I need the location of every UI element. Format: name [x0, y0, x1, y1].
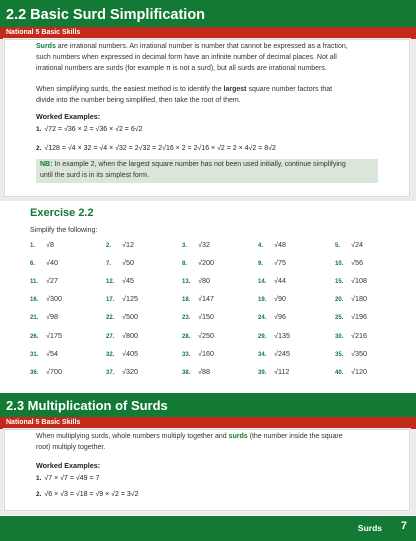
question-surd: √216: [351, 330, 367, 340]
exercise-question: [30, 312, 58, 321]
question-number: 18.: [182, 297, 191, 304]
worked-example-1: [36, 126, 142, 133]
question-surd: √45: [122, 276, 134, 286]
question-number: 5.: [335, 243, 341, 249]
question-number: 21.: [30, 315, 39, 322]
exercise-question: [182, 367, 210, 376]
section-subtitle-2: National 5 Basic Skills: [0, 417, 416, 429]
question-surd: √700: [46, 366, 62, 376]
question-surd: √800: [122, 330, 138, 340]
exercise-title: Exercise 2.2: [30, 207, 94, 219]
exercise-question: [258, 331, 290, 340]
exercise-question: [258, 258, 286, 267]
question-surd: √40: [46, 258, 58, 268]
exercise-question: [335, 276, 367, 285]
exercise-question: [106, 276, 134, 285]
question-number: 7.: [106, 261, 112, 268]
question-number: 9.: [258, 261, 264, 268]
exercise-question: [182, 240, 210, 249]
question-number: 12.: [106, 279, 115, 286]
example-number: 2.: [36, 145, 42, 152]
worked-examples-label: Worked Examples:: [36, 112, 101, 121]
exercise-question-grid: [30, 240, 400, 385]
section-title-2: 2.3 Multiplication of Surds: [0, 393, 416, 417]
question-surd: √32: [198, 240, 210, 249]
question-surd: √12: [122, 240, 134, 249]
question-surd: √180: [351, 294, 367, 304]
page-number: 7: [400, 520, 407, 532]
exercise-question: [106, 312, 138, 321]
question-surd: √245: [274, 348, 290, 358]
question-surd: √88: [198, 366, 210, 376]
multiplication-text-b: (the number inside the square: [249, 433, 343, 440]
intro-line-1: [36, 41, 410, 52]
question-number: 2.: [106, 243, 112, 249]
exercise-question: [258, 276, 286, 285]
multiplication-example-1: [36, 475, 99, 482]
exercise-question: [106, 258, 134, 267]
exercise-question: [182, 294, 214, 303]
multiplication-paragraph: [36, 431, 410, 453]
question-surd: √160: [198, 348, 214, 358]
question-number: 1.: [30, 243, 36, 249]
exercise-question: [182, 276, 210, 285]
keyword-surds: Surds: [36, 43, 56, 50]
multiplication-line-2: root) multiply together.: [36, 444, 106, 451]
question-surd: √200: [198, 258, 214, 268]
exercise-question: [258, 312, 286, 321]
question-number: 16.: [30, 297, 39, 304]
exercise-question: [258, 294, 286, 303]
question-surd: √350: [351, 348, 367, 358]
question-number: 31.: [30, 351, 39, 358]
example-number: 2.: [36, 491, 42, 498]
multiplication-line-1: [36, 431, 410, 442]
intro-line-2: such numbers when expressed in decimal form have an infinite number of decimal places. Not all: [36, 54, 337, 61]
note-line-2: until the surd is in its simplest form.: [40, 171, 149, 179]
exercise-question: [258, 240, 286, 249]
question-surd: √24: [351, 240, 363, 249]
exercise-question: [335, 367, 367, 376]
question-number: 10.: [335, 261, 344, 268]
exercise-question: [106, 349, 138, 358]
note-label: NB:: [40, 161, 53, 168]
exercise-question: [182, 258, 214, 267]
intro-paragraph-1: [36, 41, 410, 74]
method-line-1: [36, 84, 410, 95]
question-number: 15.: [335, 279, 344, 286]
exercise-question: [258, 367, 289, 376]
question-number: 39.: [258, 369, 267, 376]
exercise-question: [106, 331, 138, 340]
keyword-largest: largest: [223, 86, 247, 93]
question-surd: √56: [351, 258, 363, 268]
worked-examples-label-2: Worked Examples:: [36, 461, 101, 470]
exercise-question: [30, 349, 58, 358]
exercise-question: [335, 331, 367, 340]
exercise-question: [335, 349, 367, 358]
exercise-question: [335, 240, 363, 249]
worked-example-2: [36, 145, 276, 152]
question-surd: √96: [274, 312, 286, 322]
question-surd: √90: [274, 294, 286, 304]
question-surd: √108: [351, 276, 367, 286]
example-expression: √6 × √3 = √18 = √9 × √2 = 3√2: [44, 491, 139, 498]
question-surd: √112: [274, 366, 290, 376]
note-text: In example 2, when the largest square number has not been used initially, continue simplifying: [54, 161, 346, 168]
example-number: 1.: [36, 126, 42, 133]
exercise-question: [182, 312, 214, 321]
exercise-question: [30, 276, 58, 285]
exercise-question: [30, 258, 58, 267]
question-number: 35.: [335, 351, 344, 358]
question-surd: √300: [46, 294, 62, 304]
note-line-1: [40, 160, 374, 171]
question-surd: √175: [46, 330, 62, 340]
question-number: 26.: [30, 333, 39, 340]
question-surd: √75: [274, 258, 286, 268]
question-number: 37.: [106, 369, 115, 376]
example-expression: √7 × √7 = √49 = 7: [44, 475, 100, 482]
exercise-question: [335, 294, 367, 303]
intro-paragraph-2: [36, 84, 410, 106]
method-text-a: When simplifying surds, the easiest method is to identify the: [36, 86, 222, 93]
question-surd: √250: [198, 330, 214, 340]
question-number: 24.: [258, 315, 267, 322]
question-number: 34.: [258, 351, 267, 358]
question-surd: √405: [122, 348, 138, 358]
question-surd: √120: [351, 366, 367, 376]
question-surd: √27: [46, 276, 58, 286]
question-surd: √48: [274, 240, 286, 249]
question-surd: √196: [351, 312, 367, 322]
question-number: 27.: [106, 333, 115, 340]
question-surd: √8: [46, 240, 54, 249]
question-surd: √80: [198, 276, 210, 286]
exercise-question: [30, 240, 54, 249]
exercise-instruction: Simplify the following:: [30, 227, 98, 234]
example-expression: √128 = √4 × 32 = √4 × √32 = 2√32 = 2√16 × 2 = 2√16 × √2 = 2 × 4√2 = 8√2: [44, 145, 276, 152]
intro-line-1-text: are irrational numbers. An irrational number is number that cannot be expressed as a fraction,: [57, 43, 348, 50]
question-surd: √150: [198, 312, 214, 322]
footer-chapter-title: Surds: [357, 523, 382, 533]
question-number: 33.: [182, 351, 191, 358]
exercise-question: [182, 349, 214, 358]
question-number: 14.: [258, 279, 267, 286]
intro-line-3: irrational numbers are surds (for example π is not a surd), but all surds are irrational numbers.: [36, 65, 327, 72]
note-box: [36, 159, 378, 183]
question-number: 23.: [182, 315, 191, 322]
question-number: 22.: [106, 315, 115, 322]
question-number: 11.: [30, 279, 39, 286]
method-line-2: divide into the number being simplified, then take the root of them.: [36, 97, 241, 104]
exercise-question: [30, 367, 62, 376]
exercise-question: [182, 331, 214, 340]
question-number: 29.: [258, 333, 267, 340]
question-number: 32.: [106, 351, 115, 358]
question-surd: √320: [122, 366, 138, 376]
section-subtitle: National 5 Basic Skills: [0, 27, 416, 39]
section-title: 2.2 Basic Surd Simplification: [0, 0, 416, 27]
exercise-question: [258, 349, 290, 358]
exercise-question: [335, 258, 363, 267]
question-surd: √44: [274, 276, 286, 286]
example-number: 1.: [36, 475, 42, 482]
question-number: 36.: [30, 369, 39, 376]
multiplication-example-2: [36, 491, 139, 498]
exercise-question: [106, 240, 134, 249]
question-surd: √125: [122, 294, 138, 304]
example-expression: √72 = √36 × 2 = √36 × √2 = 6√2: [44, 126, 143, 133]
exercise-question: [106, 367, 138, 376]
question-number: 13.: [182, 279, 191, 286]
question-number: 8.: [182, 261, 188, 268]
question-number: 28.: [182, 333, 191, 340]
question-surd: √147: [198, 294, 214, 304]
exercise-question: [335, 312, 367, 321]
question-number: 20.: [335, 297, 344, 304]
exercise-question: [30, 331, 62, 340]
question-number: 3.: [182, 243, 188, 249]
question-number: 6.: [30, 261, 36, 268]
exercise-question: [106, 294, 138, 303]
exercise-question: [30, 294, 62, 303]
page-footer: [0, 516, 416, 541]
keyword-surds-2: surds: [228, 433, 248, 440]
question-surd: √98: [46, 312, 58, 322]
question-number: 38.: [182, 369, 191, 376]
question-number: 25.: [335, 315, 344, 322]
question-surd: √54: [46, 348, 58, 358]
question-surd: √135: [274, 330, 290, 340]
multiplication-text-a: When multiplying surds, whole numbers multiply together and: [36, 433, 227, 440]
question-number: 40.: [335, 369, 344, 376]
question-number: 30.: [335, 333, 344, 340]
question-number: 17.: [106, 297, 115, 304]
method-text-b: square number factors that: [248, 86, 333, 93]
question-surd: √500: [122, 312, 138, 322]
question-surd: √50: [122, 258, 134, 268]
question-number: 4.: [258, 243, 264, 249]
question-number: 19.: [258, 297, 267, 304]
